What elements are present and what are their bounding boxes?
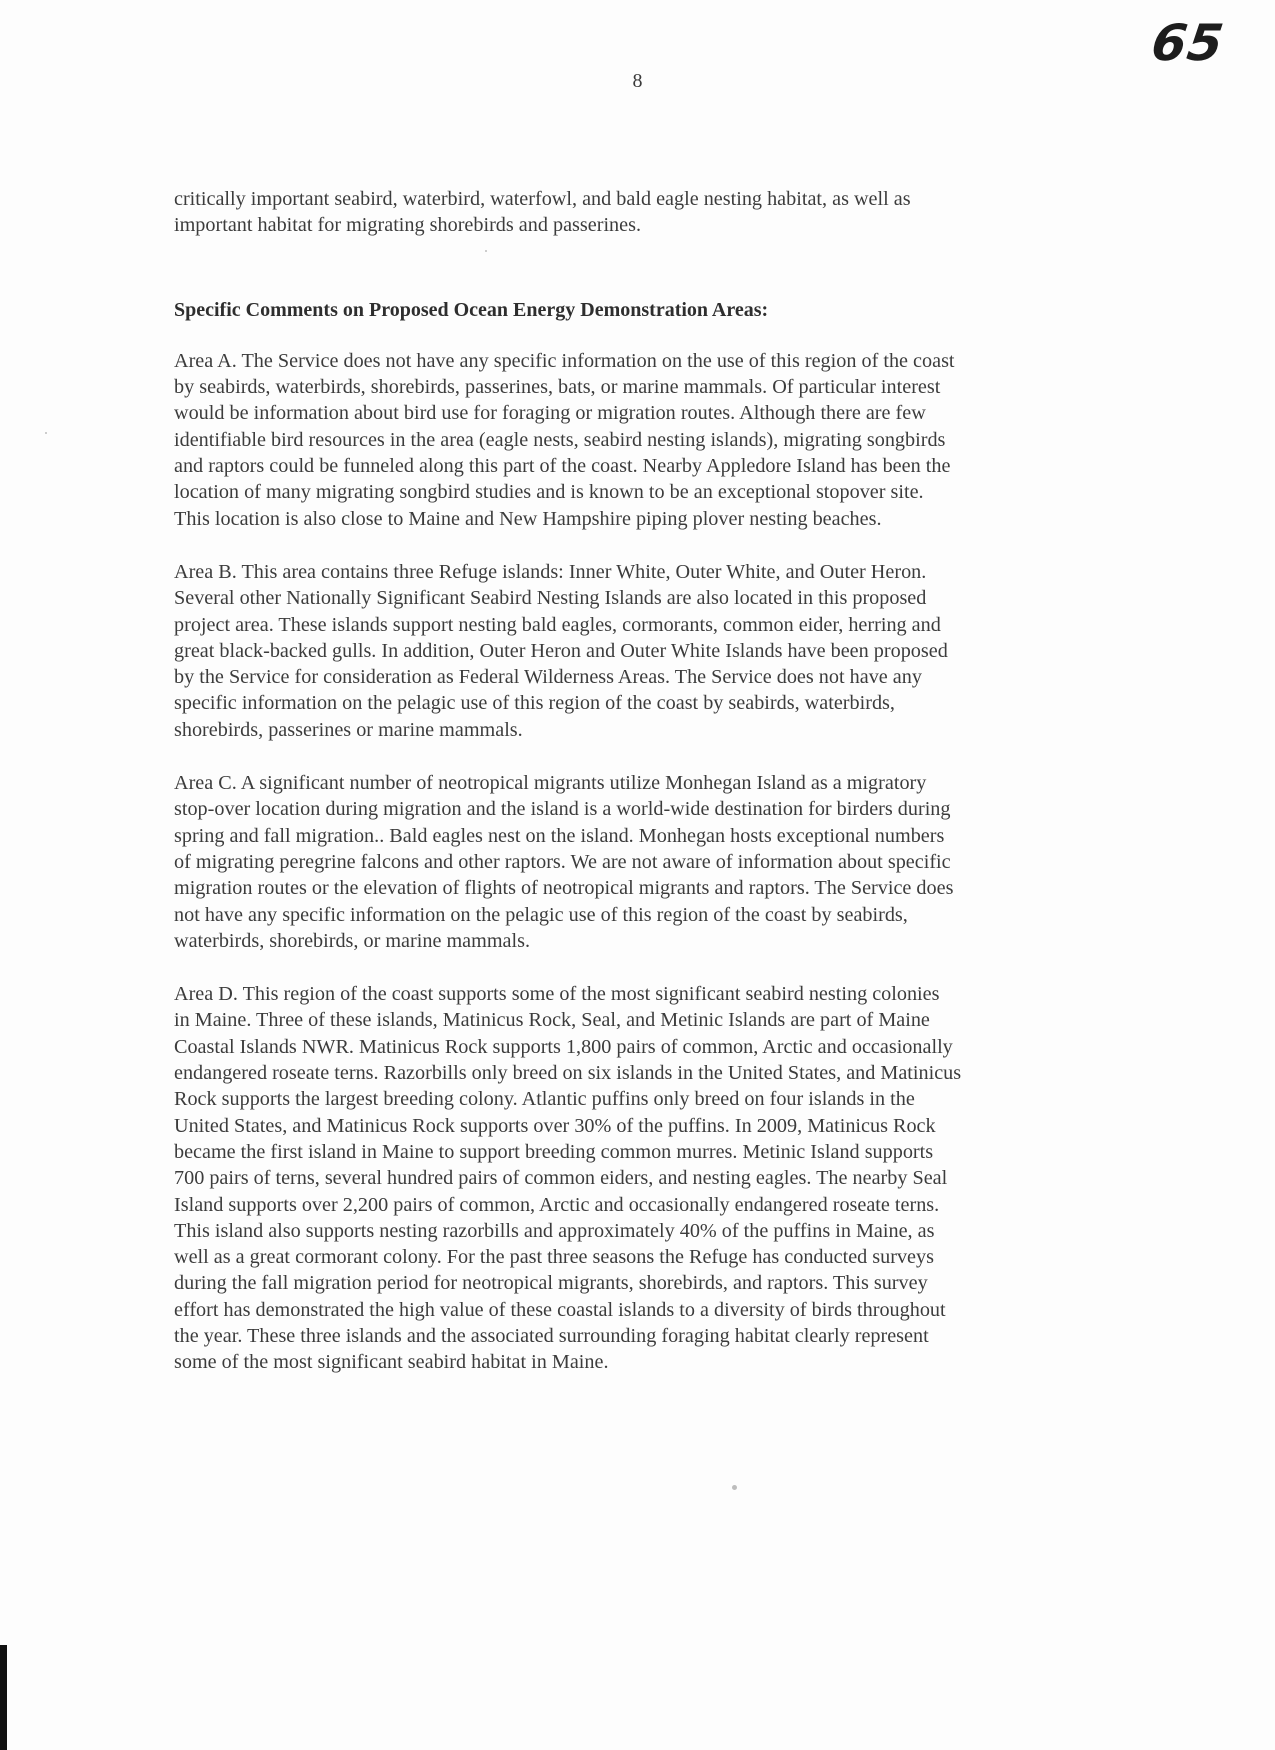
scan-edge-mark [0,1645,7,1750]
area-a-paragraph: Area A. The Service does not have any specific information on the use of this region of the coast by seabirds, waterbirds, shorebirds, passerines, bats, or marine mammals. Of particular interest would be information about bird use for foraging or migration routes. Although there are few identifiable bird resources in the area (eagle nests, seabird nesting islands), migrating songbirds and raptors could be funneled along this part of the coast. Nearby Appledore Island has been the location of many migrating songbird studies and is known to be an exceptional stopover site. This location is also close to Maine and New Hampshire piping plover nesting beaches. [174,349,955,530]
page-number: 8 [632,70,643,92]
intro-paragraph: critically important seabird, waterbird, waterfowl, and bald eagle nesting habitat, as well as important habitat for migrating shorebirds and passerines. [174,188,911,237]
section-heading: Specific Comments on Proposed Ocean Energy Demonstration Areas: [174,298,769,321]
area-c-paragraph: Area C. A significant number of neotropical migrants utilize Monhegan Island as a migratory stop-over location during migration and the island is a world-wide destination for birders during spring and fall migration.. Bald eagles nest on the island. Monhegan hosts exceptional numbers of migrating peregrine falcons and other raptors. We are not aware of information about specific migration routes or the elevation of flights of neotropical migrants and raptors. The Service does not have any specific information on the pelagic use of this region of the coast by seabirds, waterbirds, shorebirds, or marine mammals. [174,772,954,952]
area-d-paragraph: Area D. This region of the coast supports some of the most significant seabird nesting colonies in Maine. Three of these islands, Matinicus Rock, Seal, and Metinic Islands are part of Maine Coastal Islands NWR. Matinicus Rock supports 1,800 pairs of common, Arctic and occasionally endangered roseate terns. Razorbills only breed on six islands in the United States, and Matinicus Rock supports the largest breeding colony. Atlantic puffins only breed on four islands in the United States, and Matinicus Rock supports over 30% of the puffins. In 2009, Matinicus Rock became the first island in Maine to support breeding common murres. Metinic Island supports 700 pairs of terns, several hundred pairs of common eiders, and nesting eagles. The nearby Seal Island supports over 2,200 pairs of common, Arctic and occasionally endangered roseate terns. This island also supports nesting razorbills and approximately 40% of the puffins in Maine, as well as a great cormorant colony. For the past three seasons the Refuge has conducted surveys during the fall migration period for neotropical migrants, shorebirds, and raptors. This survey effort has demonstrated the high value of these coastal islands to a diversity of birds throughout the year. These three islands and the associated surrounding foraging habitat clearly represent some of the most significant seabird habitat in Maine. [174,983,962,1374]
scan-speck [45,432,47,434]
document-body [174,186,1099,1403]
handwritten-page-number: 65 [1147,14,1228,72]
scan-speck [732,1485,737,1490]
area-b-paragraph: Area B. This area contains three Refuge islands: Inner White, Outer White, and Outer Heron. Several other Nationally Significant Seabird Nesting Islands are also located in this proposed project area. These islands support nesting bald eagles, cormorants, common eider, herring and great black-backed gulls. In addition, Outer Heron and Outer White Islands have been proposed by the Service for consideration as Federal Wilderness Areas. The Service does not have any specific information on the pelagic use of this region of the coast by seabirds, waterbirds, shorebirds, passerines or marine mammals. [174,560,948,741]
scan-speck [485,250,487,252]
